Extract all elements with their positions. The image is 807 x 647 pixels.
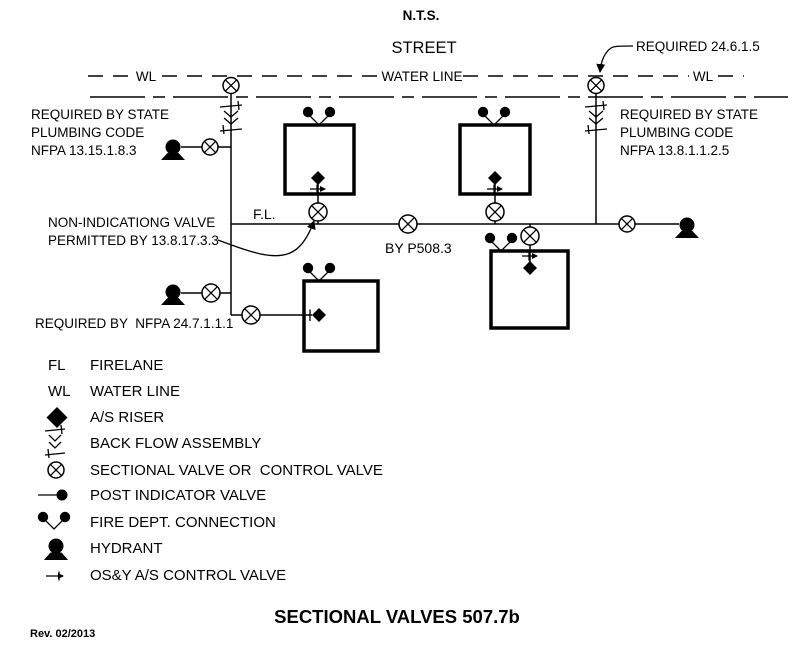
as-riser-icon <box>488 171 502 185</box>
sectional-valve-symbol <box>202 284 220 302</box>
water-line <box>88 69 744 84</box>
fire-dept-connection-icon <box>38 512 70 529</box>
legend-label: OS&Y A/S CONTROL VALVE <box>90 567 287 584</box>
fire-dept-connection-icon <box>485 233 517 251</box>
sheet-title: SECTIONAL VALVES 507.7b <box>274 606 520 627</box>
sectional-valve-symbol <box>242 306 260 324</box>
revision-label: Rev. 02/2013 <box>30 628 96 640</box>
osy-control-valve-icon <box>522 252 537 261</box>
right-plumbing-code-note <box>620 107 758 158</box>
svg-text:PLUMBING CODE: PLUMBING CODE <box>31 125 145 140</box>
as-riser-icon <box>311 171 325 185</box>
fire-lane-label: F.L. <box>253 206 276 222</box>
svg-text:REQUIRED BY STATE: REQUIRED BY STATE <box>620 107 759 122</box>
wl-left-label: WL <box>135 69 157 84</box>
sectional-valve-symbol <box>309 203 327 221</box>
post-indicator-valve-icon <box>38 490 68 501</box>
fire-dept-connection-icon <box>478 107 510 125</box>
fire-dept-connection-icon <box>303 107 335 125</box>
street-label: STREET <box>391 39 457 57</box>
as-riser-icon <box>312 308 326 322</box>
legend-label: FIRE DEPT. CONNECTION <box>90 514 276 531</box>
required-top-right-note: REQUIRED 24.6.1.5 <box>636 39 760 54</box>
svg-text:REQUIRED BY STATE: REQUIRED BY STATE <box>31 107 170 122</box>
as-riser-icon <box>47 407 68 428</box>
hydrant-icon <box>44 539 68 561</box>
scale-note: N.T.S. <box>402 8 440 23</box>
osy-control-valve-icon <box>310 185 325 194</box>
hydrant-icon <box>161 140 185 161</box>
osy-control-valve-icon <box>487 185 502 194</box>
as-riser-icon <box>523 261 537 275</box>
svg-text:NON-INDICATIONG VALVE: NON-INDICATIONG VALVE <box>48 215 216 230</box>
sectional-valve-symbol <box>202 139 218 155</box>
osy-control-valve-icon <box>46 572 63 581</box>
svg-text:PLUMBING CODE: PLUMBING CODE <box>620 125 734 140</box>
legend-label: BACK FLOW ASSEMBLY <box>90 435 262 452</box>
legend-symbol-fl: FL <box>48 357 66 374</box>
wl-right-label: WL <box>692 69 714 84</box>
sectional-valve-symbol <box>223 78 239 94</box>
non-indicating-valve-note <box>48 215 219 248</box>
leader-arrow <box>218 221 314 256</box>
legend-label: WATER LINE <box>90 383 181 400</box>
sectional-valve-symbol <box>399 215 417 233</box>
sectional-valve-symbol <box>588 78 604 94</box>
hydrant-icon <box>675 218 699 239</box>
building-outline <box>285 125 354 194</box>
svg-text:NFPA 13.8.1.1.2.5: NFPA 13.8.1.1.2.5 <box>620 143 730 158</box>
back-flow-assembly-icon <box>45 425 65 458</box>
hydrant-icon <box>161 285 185 306</box>
svg-text:NFPA 13.15.1.8.3: NFPA 13.15.1.8.3 <box>31 143 137 158</box>
legend-symbol-wl: WL <box>48 383 71 400</box>
sectional-valve-symbol <box>521 227 539 245</box>
left-plumbing-code-note <box>31 107 169 158</box>
legend-label: POST INDICATOR VALVE <box>90 487 267 504</box>
leader-arrow <box>600 46 633 72</box>
sectional-valve-icon <box>48 462 64 478</box>
sectional-valve-symbol <box>486 203 504 221</box>
legend-label: HYDRANT <box>90 540 163 557</box>
by-p508-note: BY P508.3 <box>385 240 452 256</box>
water-line-label: WATER LINE <box>381 69 463 84</box>
legend-label: SECTIONAL VALVE OR CONTROL VALVE <box>90 462 383 479</box>
sectional-valve-symbol <box>619 216 635 232</box>
fire-dept-connection-icon <box>303 263 335 281</box>
svg-text:PERMITTED BY 13.8.17.3.3: PERMITTED BY 13.8.17.3.3 <box>48 233 219 248</box>
legend <box>38 357 383 584</box>
legend-label: FIRELANE <box>90 357 164 374</box>
legend-label: A/S RISER <box>90 409 165 426</box>
pipe-network <box>181 94 679 316</box>
required-bottom-left-note: REQUIRED BY NFPA 24.7.1.1.1 <box>35 316 234 331</box>
